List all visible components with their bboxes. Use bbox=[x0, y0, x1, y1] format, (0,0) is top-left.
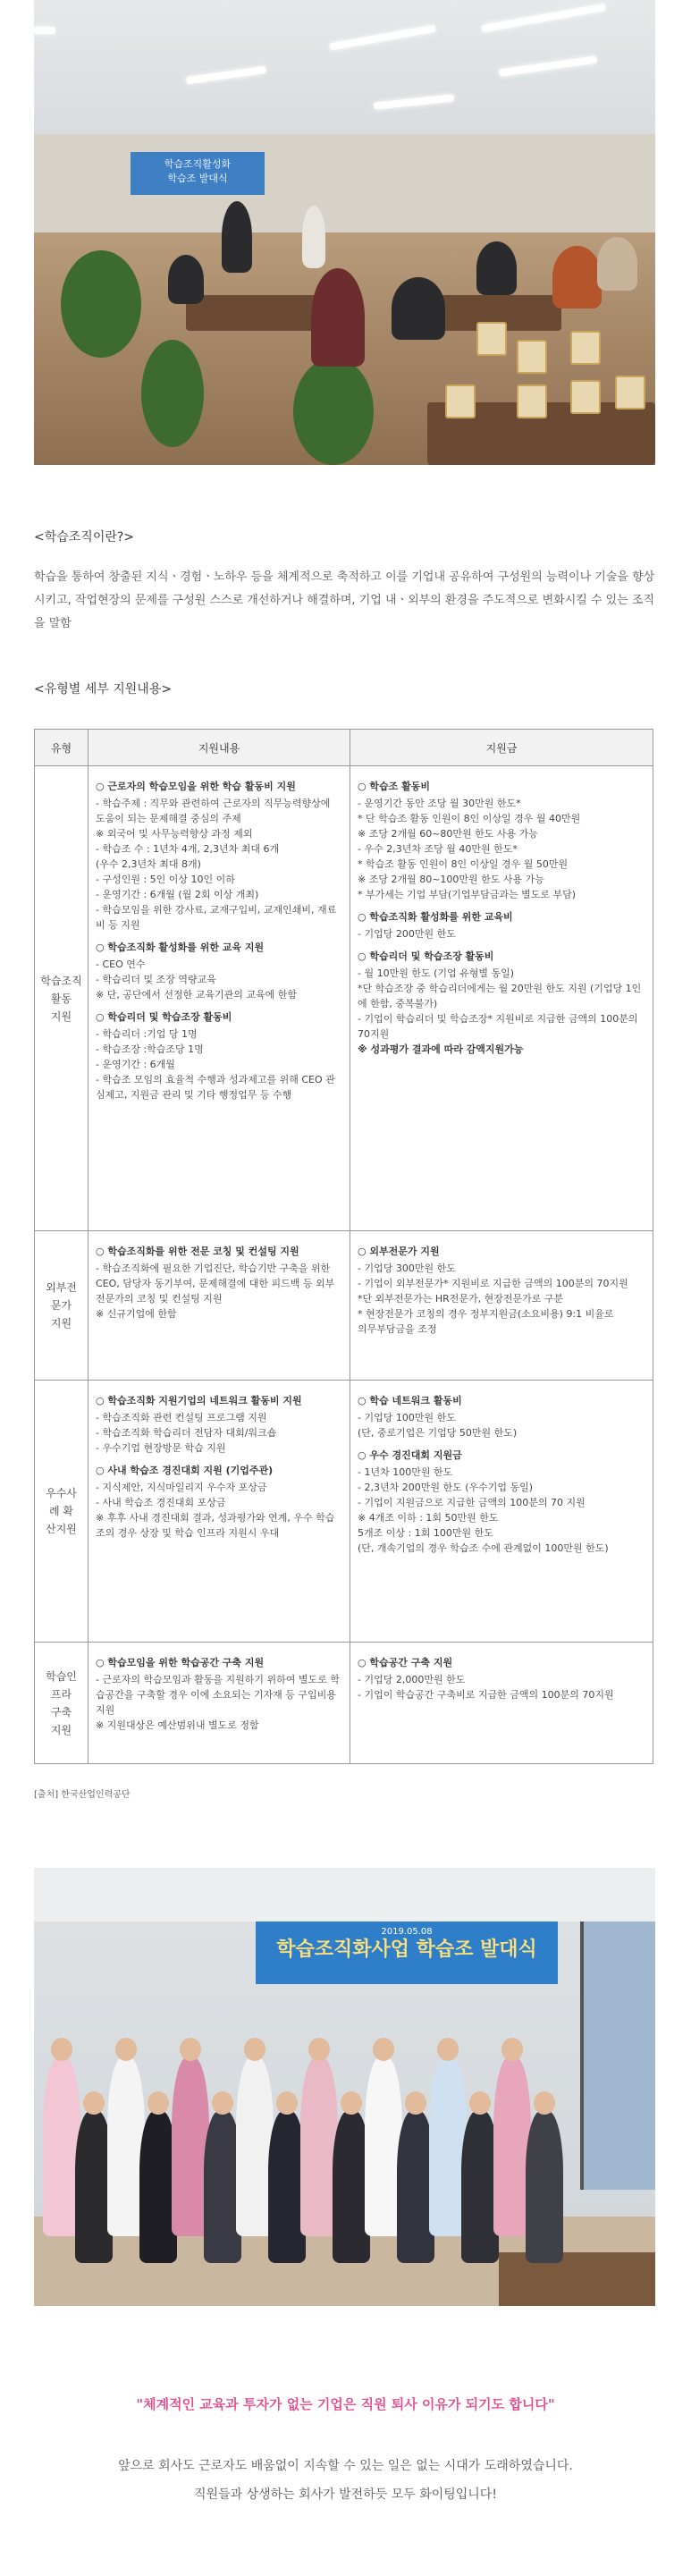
event-photo-classroom bbox=[34, 0, 655, 465]
content-line: - CEO 연수 bbox=[96, 959, 146, 970]
cup bbox=[476, 322, 507, 356]
cell-content bbox=[88, 1381, 350, 1643]
cell-funding bbox=[350, 1381, 653, 1643]
closing-line-2: 직원들과 상생하는 회사가 발전하듯 모두 화이팅입니다! bbox=[194, 2487, 497, 2502]
table-row bbox=[35, 766, 653, 1231]
content-line: - 지식제안, 지식마일리지 우수자 포상금 bbox=[96, 1482, 267, 1493]
content-block-title: ○ 학습모임을 위한 학습공간 구축 지원 bbox=[96, 1657, 265, 1668]
table-header-row bbox=[35, 730, 653, 766]
funding-line: - 기업당 200만원 한도 bbox=[358, 928, 456, 940]
cell-content bbox=[88, 766, 350, 1231]
funding-block-title: ○ 학습리더 및 학습조장 활동비 bbox=[358, 950, 494, 962]
person-presenter bbox=[222, 201, 252, 273]
funding-block-title: ○ 우수 경진대회 지원금 bbox=[358, 1449, 462, 1461]
funding-block-title: ○ 외부전문가 지원 bbox=[358, 1246, 440, 1257]
content-line: - 학습조 수 : 1년차 4개, 2,3년차 최대 6개 bbox=[96, 843, 280, 855]
cell-type: 학습인 프라 구축 지원 bbox=[35, 1643, 88, 1764]
funding-block-title: ○ 학습조직화 활성화를 위한 교육비 bbox=[358, 911, 513, 923]
person bbox=[168, 255, 204, 304]
funding-block-title: ○ 학습조 활동비 bbox=[358, 781, 431, 792]
content-line: ※ 신규기업에 한함 bbox=[96, 1308, 177, 1320]
funding-line: - 기업당 300만원 한도 bbox=[358, 1263, 456, 1274]
content-block-title: ○ 학습조직화를 위한 전문 코칭 및 컨설팅 지원 bbox=[96, 1246, 299, 1257]
funding-line: * 학습조 활동 인원이 8인 이상일 경우 월 50만원 bbox=[358, 858, 569, 870]
funding-line: - 기업이 외부전문가* 지원비로 지급한 금액의 100분의 70지원 bbox=[358, 1278, 628, 1289]
funding-line: - 기업이 학습리더 및 학습조장* 지원비로 지급한 금액의 100분의 70지원 bbox=[358, 1013, 638, 1040]
content-line: - 학습주제 : 직무와 관련하여 근로자의 직무능력향상에 도움이 되는 문제해결 중심의 주제 bbox=[96, 798, 331, 824]
person bbox=[597, 237, 637, 291]
cup bbox=[615, 376, 645, 410]
content-line: - 운영기간 : 6개월 bbox=[96, 1059, 175, 1070]
funding-line: - 1년차 100만원 한도 bbox=[358, 1466, 453, 1478]
content-line: ※ 단, 공단에서 선정한 교육기관의 교육에 한함 bbox=[96, 989, 297, 1001]
person-head bbox=[147, 2091, 169, 2115]
person-head bbox=[276, 2091, 298, 2115]
intro-heading: <학습조직이란?> bbox=[34, 530, 135, 545]
table-row bbox=[35, 1231, 653, 1381]
cell-content bbox=[88, 1231, 350, 1381]
content-line: ※ 후후 사내 경진대회 결과, 성과평가와 연계, 우수 학습조의 경우 상장 및 학습 인프라 지원시 우대 bbox=[96, 1512, 335, 1539]
person-head bbox=[405, 2091, 426, 2115]
plant bbox=[293, 358, 374, 465]
cell-funding bbox=[350, 766, 653, 1231]
table-row bbox=[35, 1643, 653, 1764]
funding-line: - 기업이 지원금으로 지급한 금액의 100분의 70 지원 bbox=[358, 1497, 586, 1508]
funding-line: * 단 학습조 활동 인원이 8인 이상일 경우 월 40만원 bbox=[358, 813, 581, 824]
funding-line: *단 외부전문가는 HR전문가, 현장전문가로 구분 bbox=[358, 1293, 564, 1305]
content-line: - 학습리더 및 조장 역량교육 bbox=[96, 974, 216, 985]
support-heading: <유형별 세부 지원내용> bbox=[34, 682, 173, 697]
funding-line: (단, 개속기업의 경우 학습조 수에 관계없이 100만원 한도) bbox=[358, 1542, 609, 1554]
table-row bbox=[35, 1381, 653, 1643]
person-head bbox=[437, 2038, 459, 2061]
photo-ceiling bbox=[34, 1868, 655, 1921]
plant bbox=[141, 340, 204, 447]
person-head bbox=[212, 2091, 233, 2115]
funding-line: ※ 조당 2개월 60~80만원 한도 사용 가능 bbox=[358, 828, 538, 840]
funding-line: 의무부담금을 조정 bbox=[358, 1323, 437, 1335]
banner-date: 2019.05.08 bbox=[381, 1927, 433, 1937]
funding-line: - 2,3년차 200만원 한도 (우수기업 동일) bbox=[358, 1482, 534, 1493]
person-head bbox=[115, 2038, 137, 2061]
content-block-title: ○ 학습조직화 활성화를 위한 교육 지원 bbox=[96, 942, 265, 953]
content-block-title: ○ 학습조직화 지원기업의 네트워크 활동비 지원 bbox=[96, 1395, 302, 1406]
cell-type: 외부전 문가 지원 bbox=[35, 1231, 88, 1381]
cup bbox=[517, 340, 547, 374]
intro-body: 학습을 통하여 창출된 지식ㆍ경험ㆍ노하우 등을 체계적으로 축적하고 이를 기업내 공유하여 구성원의 능력이나 기술을 향상시키고, 작업현장의 문제를 구성원 스스로 개선하거나 해결하며, 기업 내ㆍ외부의 환경을 주도적으로 변화시킬 수 있는 조직을 말함 bbox=[34, 570, 655, 630]
person-head bbox=[244, 2038, 265, 2061]
content-line: ※ 지원대상은 예산범위내 별도로 정함 bbox=[96, 1719, 259, 1731]
content-line: - 운영기간 : 6개월 (월 2회 이상 개최) bbox=[96, 889, 259, 900]
funding-line: ※ 조당 2개월 80~100만원 한도 사용 가능 bbox=[358, 874, 544, 885]
cup bbox=[570, 380, 601, 414]
person bbox=[526, 2111, 563, 2263]
person-head bbox=[534, 2091, 555, 2115]
banner-line: 학습조 발대식 bbox=[167, 173, 228, 184]
content-line: - 학습조직화에 필요한 기업진단, 학습기반 구축을 위한 CEO, 담당자 동기부여, 문제해결에 대한 피드백 등 외부전문가의 코칭 및 컨설팅 지원 bbox=[96, 1263, 335, 1305]
funding-line: * 현장전문가 코칭의 경우 정부지원금(소요비용) 9:1 비율로 bbox=[358, 1308, 614, 1320]
person-head bbox=[308, 2038, 330, 2061]
event-photo-group bbox=[34, 1868, 655, 2306]
closing-line-1: 앞으로 회사도 근로자도 배움없이 지속할 수 있는 일은 없는 시대가 도래하였습니다. bbox=[118, 2459, 573, 2473]
content-line: - 구성인원 : 5인 이상 10인 이하 bbox=[96, 874, 235, 885]
cell-funding bbox=[350, 1231, 653, 1381]
person bbox=[552, 246, 602, 308]
banner-title: 학습조직화사업 학습조 발대식 bbox=[276, 1938, 537, 1961]
banner-line: 학습조직활성화 bbox=[164, 158, 232, 170]
funding-line: (단, 중로기업은 기업당 50만원 한도) bbox=[358, 1427, 518, 1439]
content-line: - 학습조 모임의 효율적 수행과 성과제고를 위해 CEO 관심제고, 지원금 관리 및 기타 행정업무 등 수행 bbox=[96, 1074, 335, 1101]
content-block-title: ○ 사내 학습조 경진대회 지원 (기업주관) bbox=[96, 1465, 274, 1476]
content-block-title: ○ 학습리더 및 학습조장 활동비 bbox=[96, 1011, 232, 1023]
funding-line: - 기업당 100만원 한도 bbox=[358, 1412, 456, 1423]
content-line: - 학습조직화 학습리더 전담자 대회/워크숍 bbox=[96, 1427, 277, 1439]
funding-line: * 부가세는 기업 부담(기업부담금과는 별도로 부담) bbox=[358, 889, 577, 900]
photo-wall bbox=[34, 134, 655, 232]
person-head bbox=[373, 2038, 394, 2061]
content-line: - 우수기업 현장방문 학습 지원 bbox=[96, 1442, 226, 1454]
header-type: 유형 bbox=[35, 730, 88, 766]
content-line: (우수 2,3년차 최대 8개) bbox=[96, 858, 201, 870]
funding-line: - 기업당 2,000만원 한도 bbox=[358, 1674, 466, 1685]
funding-line: - 월 10만원 한도 (기업 유형별 동일) bbox=[358, 967, 515, 979]
cell-type: 우수사 례 확 산지원 bbox=[35, 1381, 88, 1643]
cell-type: 학습조직 활동 지원 bbox=[35, 766, 88, 1231]
content-line: - 사내 학습조 경진대회 포상금 bbox=[96, 1497, 226, 1508]
content-line: ※ 외국어 및 사무능력향상 과정 제외 bbox=[96, 828, 253, 840]
event-banner bbox=[131, 152, 265, 195]
person bbox=[311, 268, 365, 367]
person-head bbox=[51, 2038, 72, 2061]
funding-line: - 기업이 학습공간 구축비로 지급한 금액의 100분의 70지원 bbox=[358, 1689, 614, 1701]
cell-funding bbox=[350, 1643, 653, 1764]
person bbox=[392, 277, 445, 340]
content-block-title: ○ 근로자의 학습모임을 위한 학습 활동비 지원 bbox=[96, 781, 296, 792]
content-line: - 학습리더 :기업 당 1명 bbox=[96, 1028, 198, 1040]
content-line: - 학습조직화 관련 컨설팅 프로그램 지원 bbox=[96, 1412, 267, 1423]
header-content: 지원내용 bbox=[88, 730, 350, 766]
funding-line: 5개조 이상 : 1회 100만원 한도 bbox=[358, 1527, 493, 1539]
funding-line: - 우수 2,3년차 조당 월 40만원 한도* bbox=[358, 843, 518, 855]
cup bbox=[517, 384, 547, 418]
funding-block-title: ○ 학습 네트워크 활동비 bbox=[358, 1395, 462, 1406]
plant bbox=[61, 250, 141, 358]
person-head bbox=[469, 2091, 491, 2115]
cup bbox=[570, 331, 601, 365]
funding-bold-line: ※ 성과평가 결과에 따라 감액지원가능 bbox=[358, 1043, 524, 1055]
window bbox=[580, 1921, 655, 2190]
content-line: - 근로자의 학습모임과 활동을 지원하기 위하여 별도로 학습공간을 구축할 경우 이에 소요되는 기자재 등 구입비용 지원 bbox=[96, 1674, 340, 1716]
cup bbox=[445, 384, 476, 418]
funding-block-title: ○ 학습공간 구축 지원 bbox=[358, 1657, 453, 1668]
person-head bbox=[501, 2038, 523, 2061]
table bbox=[499, 2252, 655, 2306]
event-banner bbox=[256, 1921, 558, 1984]
person bbox=[476, 241, 517, 295]
cell-content bbox=[88, 1643, 350, 1764]
content-line: - 학습조장 :학습조당 1명 bbox=[96, 1043, 204, 1055]
source-note: [출처] 한국산업인력공단 bbox=[34, 1790, 131, 1800]
person-head bbox=[83, 2091, 105, 2115]
ceiling-light bbox=[34, 27, 55, 34]
content-line: - 학습모임을 위한 강사료, 교재구입비, 교재인쇄비, 재료비 등 지원 bbox=[96, 904, 337, 931]
header-funding: 지원금 bbox=[350, 730, 653, 766]
person-head bbox=[341, 2091, 362, 2115]
quote-text: "체계적인 교육과 투자가 없는 기업은 직원 퇴사 이유가 되기도 합니다" bbox=[136, 2396, 555, 2412]
person-head bbox=[180, 2038, 201, 2061]
table-body bbox=[35, 766, 653, 1764]
table bbox=[186, 295, 329, 331]
support-table bbox=[34, 729, 653, 1764]
funding-line: ※ 4개조 이하 : 1회 50만원 한도 bbox=[358, 1512, 499, 1524]
person bbox=[302, 206, 325, 268]
funding-line: *단 학습조장 중 학습리더에게는 월 20만원 한도 지원 (기업당 1인에 한함, 중복불가) bbox=[358, 983, 642, 1009]
funding-line: - 운영기간 동안 조당 월 30만원 한도* bbox=[358, 798, 521, 809]
